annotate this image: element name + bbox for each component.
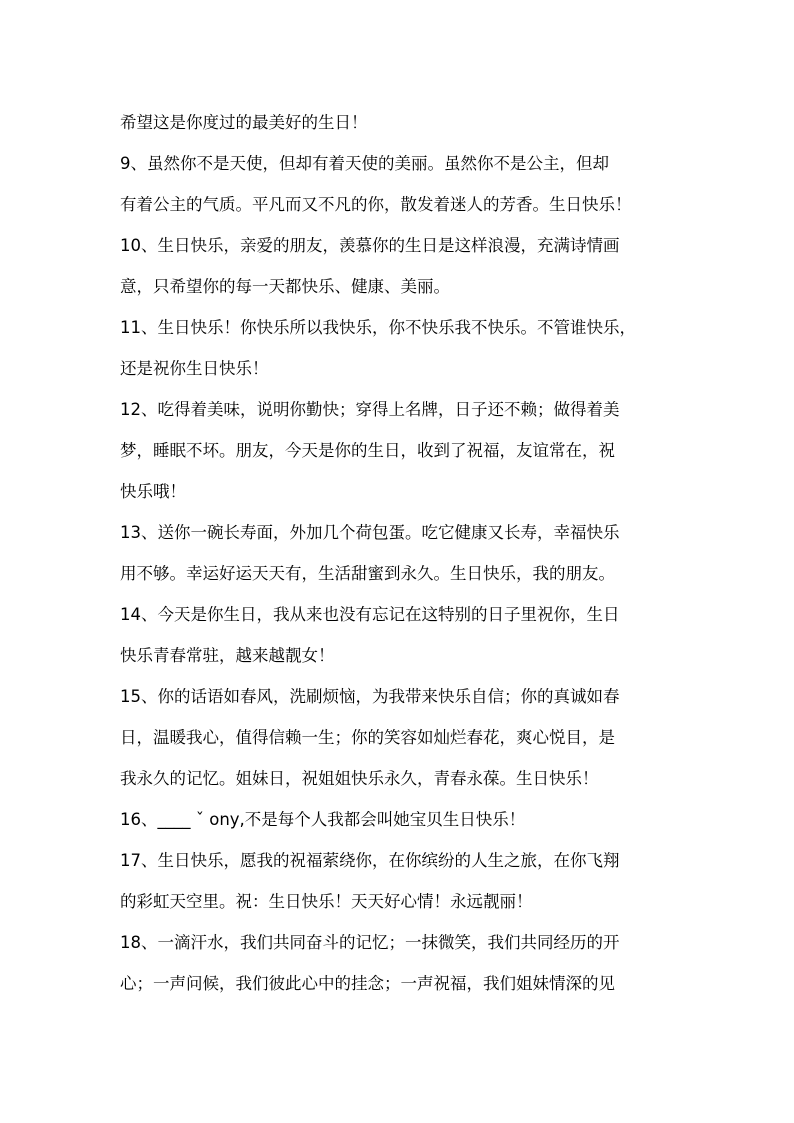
text-line: 17、生日快乐，愿我的祝福萦绕你，在你缤纷的人生之旅，在你飞翔 <box>120 851 620 870</box>
text-line: 还是祝你生日快乐！ <box>120 359 269 378</box>
text-line: 16、____ ˇ ony,不是每个人我都会叫她宝贝生日快乐！ <box>120 810 526 829</box>
text-line: 15、你的话语如春风，洗刷烦恼，为我带来快乐自信；你的真诚如春 <box>120 687 620 706</box>
text-line: 日，温暖我心，值得信赖一生；你的笑容如灿烂春花，爽心悦目，是 <box>120 728 615 747</box>
text-line: 13、送你一碗长寿面，外加几个荷包蛋。吃它健康又长寿，幸福快乐 <box>120 523 620 542</box>
text-line: 我永久的记忆。姐妹日，祝姐姐快乐永久，青春永葆。生日快乐！ <box>120 769 599 788</box>
text-line: 快乐青春常驻，越来越靓女！ <box>120 646 335 665</box>
text-line: 意，只希望你的每一天都快乐、健康、美丽。 <box>120 277 450 296</box>
text-line: 希望这是你度过的最美好的生日！ <box>120 113 368 132</box>
document-body <box>120 102 680 1004</box>
text-line: 14、今天是你生日，我从来也没有忘记在这特别的日子里祝你，生日 <box>120 605 620 624</box>
text-line: 心；一声问候，我们彼此心中的挂念；一声祝福，我们姐妹情深的见 <box>120 974 615 993</box>
text-line: 11、生日快乐！你快乐所以我快乐，你不快乐我不快乐。不管谁快乐， <box>120 318 636 337</box>
text-line: 快乐哦！ <box>120 482 186 501</box>
text-line: 9、虽然你不是天使，但却有着天使的美丽。虽然你不是公主，但却 <box>120 154 609 173</box>
text-line: 的彩虹天空里。祝：生日快乐！天天好心情！永远靓丽！ <box>120 892 533 911</box>
text-line: 梦，睡眠不坏。朋友，今天是你的生日，收到了祝福，友谊常在，祝 <box>120 441 615 460</box>
text-line: 10、生日快乐，亲爱的朋友，羡慕你的生日是这样浪漫，充满诗情画 <box>120 236 620 255</box>
text-line: 有着公主的气质。平凡而又不凡的你，散发着迷人的芳香。生日快乐！ <box>120 195 632 214</box>
text-line: 12、吃得着美味，说明你勤快；穿得上名牌，日子还不赖；做得着美 <box>120 400 620 419</box>
text-line: 用不够。幸运好运天天有，生活甜蜜到永久。生日快乐，我的朋友。 <box>120 564 615 583</box>
text-line: 18、一滴汗水，我们共同奋斗的记忆；一抹微笑，我们共同经历的开 <box>120 933 620 952</box>
